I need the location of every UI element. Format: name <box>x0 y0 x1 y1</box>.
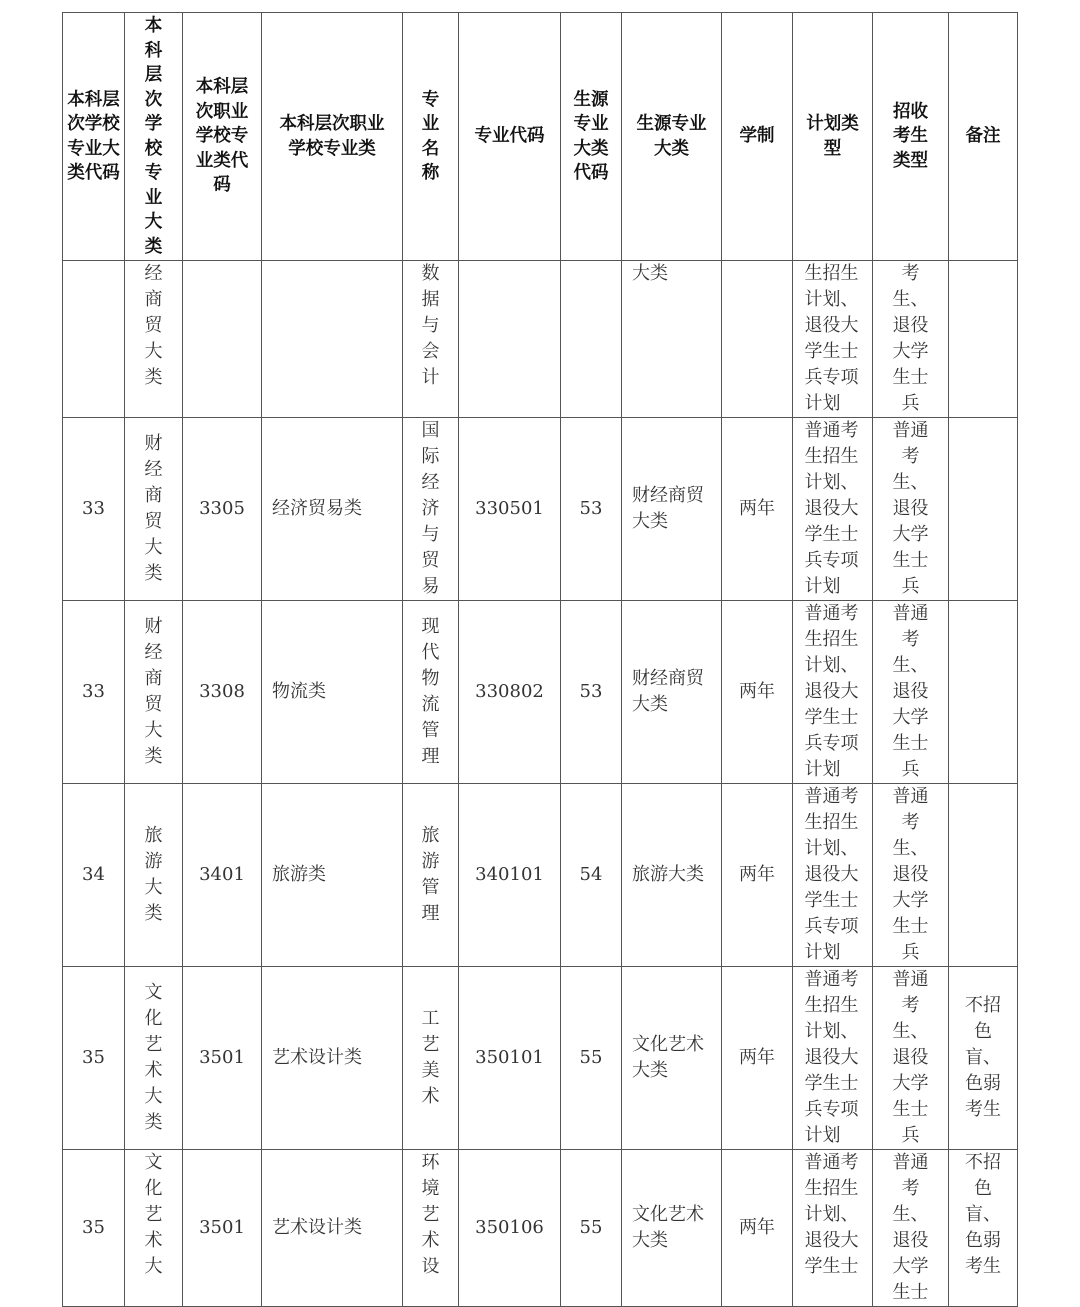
cell-remark <box>949 261 1018 418</box>
cell-student-type: 普通考生、退役大学生士兵 <box>873 418 949 601</box>
header-duration: 学制 <box>722 13 793 261</box>
cell-student-type: 普通考生、退役大学生士兵 <box>873 967 949 1150</box>
header-major-category: 本科层次学校专业大类 <box>125 13 183 261</box>
cell-student-type: 普通考生、退役大学生士兵 <box>873 784 949 967</box>
header-student-type: 招收考生类型 <box>873 13 949 261</box>
table-row <box>63 418 1018 601</box>
cell-major-name: 环境艺术设 <box>403 1150 459 1307</box>
cell-remark <box>949 784 1018 967</box>
cell-major-category-code: 35 <box>63 1150 125 1307</box>
cell-student-type: 考生、退役大学生士兵 <box>873 261 949 418</box>
cell-major-category-code: 35 <box>63 967 125 1150</box>
table-row <box>63 601 1018 784</box>
cell-major-name: 工艺美术 <box>403 967 459 1150</box>
cell-source-category-code: 53 <box>561 418 622 601</box>
cell-plan-type: 普通考生招生计划、退役大学生士兵专项计划 <box>793 418 873 601</box>
cell-major-category: 文化艺术大 <box>125 1150 183 1307</box>
cell-student-type: 普通考生、退役大学生士兵 <box>873 601 949 784</box>
cell-major-code: 330501 <box>459 418 561 601</box>
cell-source-category-code: 55 <box>561 967 622 1150</box>
header-source-category-code: 生源专业大类代码 <box>561 13 622 261</box>
cell-major-name: 旅游管理 <box>403 784 459 967</box>
cell-major-name: 现代物流管理 <box>403 601 459 784</box>
table-row <box>63 261 1018 418</box>
cell-major-category-code <box>63 261 125 418</box>
cell-plan-type: 普通考生招生计划、退役大学生士兵专项计划 <box>793 784 873 967</box>
table-row <box>63 967 1018 1150</box>
cell-source-category-code: 55 <box>561 1150 622 1307</box>
cell-major-category-code: 33 <box>63 418 125 601</box>
cell-major-category: 财经商贸大类 <box>125 601 183 784</box>
cell-duration <box>722 261 793 418</box>
header-row <box>63 13 1018 261</box>
cell-duration: 两年 <box>722 601 793 784</box>
cell-class-code <box>183 261 262 418</box>
header-source-category: 生源专业大类 <box>622 13 722 261</box>
cell-remark: 不招色盲、色弱考生 <box>949 967 1018 1150</box>
header-class-name: 本科层次职业学校专业类 <box>262 13 403 261</box>
cell-duration: 两年 <box>722 784 793 967</box>
cell-major-name: 国际经济与贸易 <box>403 418 459 601</box>
cell-source-category: 文化艺术大类 <box>622 1150 722 1307</box>
cell-source-category-code: 53 <box>561 601 622 784</box>
cell-duration: 两年 <box>722 967 793 1150</box>
cell-plan-type: 生招生计划、退役大学生士兵专项计划 <box>793 261 873 418</box>
cell-remark <box>949 418 1018 601</box>
cell-major-category: 经商贸大类 <box>125 261 183 418</box>
cell-remark: 不招色盲、色弱考生 <box>949 1150 1018 1307</box>
cell-major-code: 350106 <box>459 1150 561 1307</box>
cell-major-code: 350101 <box>459 967 561 1150</box>
cell-major-category-code: 34 <box>63 784 125 967</box>
header-major-code: 专业代码 <box>459 13 561 261</box>
cell-major-category: 文化艺术大类 <box>125 967 183 1150</box>
cell-plan-type: 普通考生招生计划、退役大学生士 <box>793 1150 873 1307</box>
cell-class-name: 经济贸易类 <box>262 418 403 601</box>
cell-duration: 两年 <box>722 418 793 601</box>
cell-major-category: 旅游大类 <box>125 784 183 967</box>
cell-source-category: 财经商贸大类 <box>622 418 722 601</box>
cell-source-category: 文化艺术大类 <box>622 967 722 1150</box>
header-class-code: 本科层次职业学校专业类代码 <box>183 13 262 261</box>
cell-class-code: 3401 <box>183 784 262 967</box>
table-row <box>63 1150 1018 1307</box>
cell-major-code: 330802 <box>459 601 561 784</box>
cell-source-category: 大类 <box>622 261 722 418</box>
cell-source-category-code: 54 <box>561 784 622 967</box>
cell-source-category-code <box>561 261 622 418</box>
cell-source-category: 旅游大类 <box>622 784 722 967</box>
cell-source-category: 财经商贸大类 <box>622 601 722 784</box>
cell-major-name: 数据与会计 <box>403 261 459 418</box>
header-major-name: 专业名称 <box>403 13 459 261</box>
cell-class-name: 物流类 <box>262 601 403 784</box>
cell-major-code <box>459 261 561 418</box>
enrollment-table <box>62 12 1018 1307</box>
cell-class-name: 艺术设计类 <box>262 1150 403 1307</box>
cell-plan-type: 普通考生招生计划、退役大学生士兵专项计划 <box>793 967 873 1150</box>
cell-major-code: 340101 <box>459 784 561 967</box>
cell-duration: 两年 <box>722 1150 793 1307</box>
header-major-category-code: 本科层次学校专业大类代码 <box>63 13 125 261</box>
cell-class-code: 3501 <box>183 1150 262 1307</box>
cell-class-code: 3308 <box>183 601 262 784</box>
cell-plan-type: 普通考生招生计划、退役大学生士兵专项计划 <box>793 601 873 784</box>
header-remark: 备注 <box>949 13 1018 261</box>
cell-student-type: 普通考生、退役大学生士 <box>873 1150 949 1307</box>
header-plan-type: 计划类型 <box>793 13 873 261</box>
table-row <box>63 784 1018 967</box>
cell-remark <box>949 601 1018 784</box>
cell-major-category-code: 33 <box>63 601 125 784</box>
cell-class-code: 3501 <box>183 967 262 1150</box>
cell-class-name: 艺术设计类 <box>262 967 403 1150</box>
cell-class-code: 3305 <box>183 418 262 601</box>
cell-class-name: 旅游类 <box>262 784 403 967</box>
cell-major-category: 财经商贸大类 <box>125 418 183 601</box>
cell-class-name <box>262 261 403 418</box>
